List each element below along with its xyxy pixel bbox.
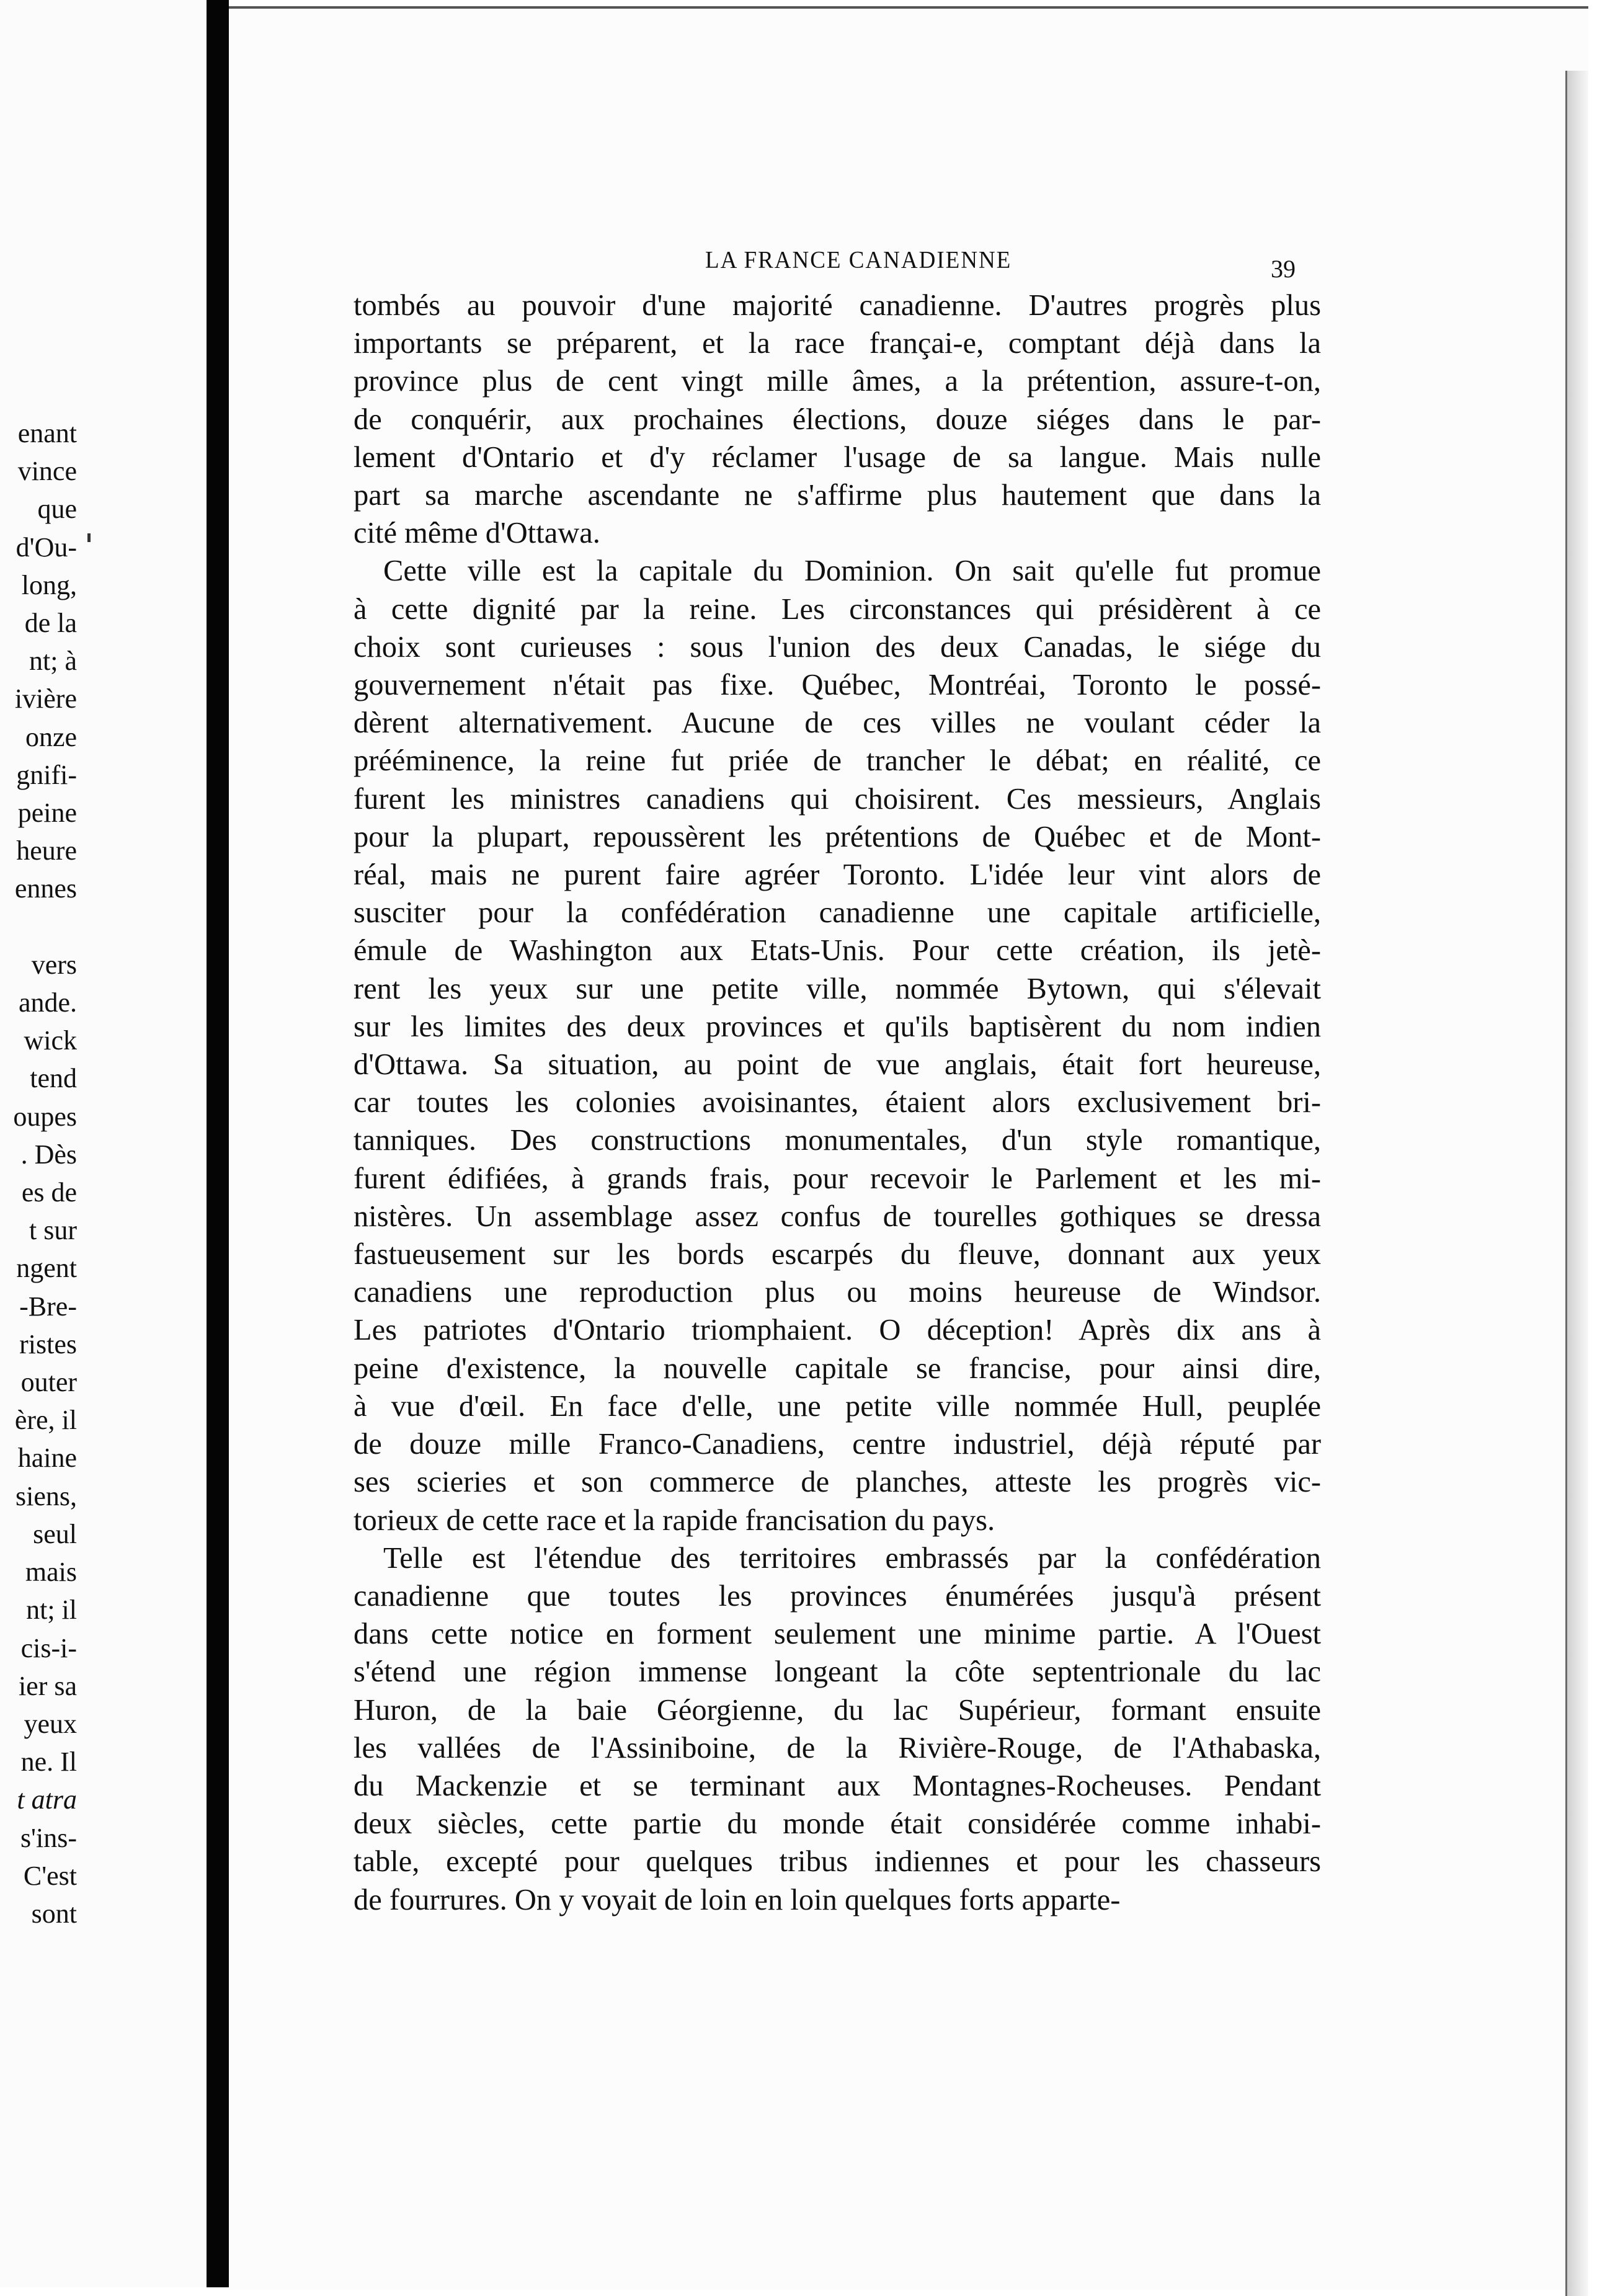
- left-fragment-line: onze: [25, 721, 77, 752]
- left-fragment-line: -Bre-: [19, 1291, 77, 1322]
- left-fragment-line: t atra: [17, 1784, 77, 1815]
- left-fragment-line: oupes: [13, 1101, 77, 1132]
- left-fragment-line: ande.: [18, 987, 77, 1018]
- left-fragment-line: . Dès: [20, 1139, 77, 1170]
- left-fragment-line: peine: [17, 798, 77, 829]
- left-fragment-line: t sur: [29, 1215, 77, 1246]
- text-line: dans cette notice en forment seulement une minime partie. A l'Ouest: [354, 1617, 1321, 1651]
- left-fragment-line: vince: [17, 456, 77, 487]
- text-line: furent les ministres canadiens qui choisirent. Ces messieurs, Anglais: [354, 782, 1321, 816]
- left-fragment-line: cis-i-: [20, 1632, 77, 1663]
- left-fragment-line: d'Ou-: [16, 532, 77, 563]
- left-fragment-line: de la: [24, 608, 77, 639]
- text-line: deux siècles, cette partie du monde était considérée comme inhabi-: [354, 1807, 1321, 1841]
- text-line: du Mackenzie et se terminant aux Montagnes-Rocheuses. Pendant: [354, 1769, 1321, 1802]
- text-line: émule de Washington aux Etats-Unis. Pour cette création, ils jetè-: [354, 934, 1321, 968]
- left-fragment-line: ristes: [19, 1328, 77, 1359]
- text-line: rent les yeux sur une petite ville, nommée Bytown, qui s'élevait: [354, 972, 1321, 1005]
- left-fragment-line: yeux: [24, 1708, 77, 1739]
- scan-mark: [87, 533, 91, 542]
- text-line: table, excepté pour quelques tribus indiennes et pour les chasseurs: [354, 1845, 1321, 1879]
- text-line: furent édifiées, à grands frais, pour recevoir le Parlement et les mi-: [354, 1162, 1321, 1195]
- left-fragment-line: [13, 908, 77, 946]
- left-fragment-line: que: [37, 494, 77, 525]
- text-line: tanniques. Des constructions monumentales, d'un style romantique,: [354, 1124, 1321, 1157]
- text-line: d'Ottawa. Sa situation, au point de vue anglais, était fort heureuse,: [354, 1048, 1321, 1082]
- text-line: importants se préparent, et la race françai-e, comptant déjà dans la: [354, 327, 1321, 360]
- left-fragment-line: haine: [17, 1443, 77, 1474]
- left-fragment-line: siens,: [16, 1480, 77, 1511]
- left-fragment-line: seul: [33, 1518, 77, 1549]
- text-line: pour la plupart, repoussèrent les prétentions de Québec et de Mont-: [354, 820, 1321, 853]
- text-line: car toutes les colonies avoisinantes, étaient alors exclusivement bri-: [354, 1086, 1321, 1119]
- left-fragment-line: wick: [24, 1025, 77, 1056]
- text-line: Telle est l'étendue des territoires embrassés par la confédération: [383, 1541, 1321, 1575]
- text-line: de conquérir, aux prochaines élections, douze siéges dans le par-: [354, 403, 1321, 436]
- text-line: réal, mais ne purent faire agréer Toronto. L'idée leur vint alors de: [354, 858, 1321, 892]
- left-fragment-line: ivière: [14, 683, 77, 714]
- left-fragment-line: ne. Il: [20, 1746, 77, 1778]
- page-edge-shadow: [1565, 71, 1588, 2296]
- left-fragment-line: sont: [31, 1898, 77, 1929]
- text-line: nistères. Un assemblage assez confus de tourelles gothiques se dressa: [354, 1199, 1321, 1233]
- text-line: lement d'Ontario et d'y réclamer l'usage de sa langue. Mais nulle: [354, 440, 1321, 474]
- left-fragment-line: s'ins-: [20, 1822, 77, 1853]
- page-number: 39: [1271, 255, 1296, 283]
- left-fragment-line: ngent: [16, 1253, 77, 1284]
- text-line: sur les limites des deux provinces et qu'ils baptisèrent du nom indien: [354, 1010, 1321, 1043]
- body-text: [354, 287, 1321, 1919]
- left-fragment-line: outer: [20, 1367, 77, 1398]
- text-line: dèrent alternativement. Aucune de ces villes ne voulant céder la: [354, 706, 1321, 740]
- text-line: à vue d'œil. En face d'elle, une petite ville nommée Hull, peuplée: [354, 1389, 1321, 1423]
- text-line: de fourrures. On y voyait de loin en loin quelques forts apparte-: [354, 1883, 1121, 1916]
- text-line: Cette ville est la capitale du Dominion. On sait qu'elle fut promue: [383, 554, 1321, 588]
- text-line: s'étend une région immense longeant la côte septentrionale du lac: [354, 1655, 1321, 1689]
- text-line: torieux de cette race et la rapide francisation du pays.: [354, 1503, 995, 1537]
- left-fragment-line: es de: [21, 1177, 77, 1208]
- text-line: part sa marche ascendante ne s'affirme plus hautement que dans la: [354, 479, 1321, 512]
- text-line: prééminence, la reine fut priée de trancher le débat; en réalité, ce: [354, 744, 1321, 778]
- left-fragment-line: vers: [31, 949, 77, 980]
- text-line: ses scieries et son commerce de planches, atteste les progrès vic-: [354, 1466, 1321, 1499]
- text-line: canadienne que toutes les provinces énumérées jusqu'à présent: [354, 1579, 1321, 1613]
- text-line: Huron, de la baie Géorgienne, du lac Supérieur, formant ensuite: [354, 1693, 1321, 1727]
- text-line: province plus de cent vingt mille âmes, a la prétention, assure-t-on,: [354, 365, 1321, 398]
- text-line: gouvernement n'était pas fixe. Québec, Montréai, Toronto le possé-: [354, 669, 1321, 702]
- left-fragment-line: tend: [30, 1063, 77, 1094]
- left-page-text-fragments: [13, 414, 77, 1933]
- text-line: cité même d'Ottawa.: [354, 517, 600, 550]
- left-fragment-line: nt; il: [26, 1595, 77, 1626]
- text-line: Les patriotes d'Ontario triomphaient. O déception! Après dix ans à: [354, 1314, 1321, 1347]
- left-fragment-line: mais: [25, 1557, 77, 1588]
- text-line: à cette dignité par la reine. Les circonstances qui présidèrent à ce: [354, 592, 1321, 626]
- book-gutter: [207, 0, 229, 2287]
- text-line: peine d'existence, la nouvelle capitale se francise, pour ainsi dire,: [354, 1351, 1321, 1385]
- left-fragment-line: gnifi-: [16, 759, 77, 790]
- left-fragment-line: enant: [17, 418, 77, 448]
- text-line: de douze mille Franco-Canadiens, centre industriel, déjà réputé par: [354, 1428, 1321, 1461]
- text-line: tombés au pouvoir d'une majorité canadienne. D'autres progrès plus: [354, 289, 1321, 322]
- left-fragment-line: ennes: [14, 873, 77, 904]
- left-fragment-line: long,: [21, 569, 77, 600]
- text-line: choix sont curieuses : sous l'union des deux Canadas, le siége du: [354, 630, 1321, 664]
- text-line: susciter pour la confédération canadienne une capitale artificielle,: [354, 896, 1321, 930]
- text-line: les vallées de l'Assiniboine, de la Rivière-Rouge, de l'Athabaska,: [354, 1731, 1321, 1764]
- left-fragment-line: ère, il: [14, 1405, 77, 1436]
- left-fragment-line: C'est: [23, 1860, 77, 1891]
- running-head: LA FRANCE CANADIENNE: [705, 246, 1012, 274]
- left-fragment-line: nt; à: [29, 646, 77, 677]
- left-fragment-line: ier sa: [18, 1670, 77, 1701]
- left-fragment-line: heure: [16, 835, 77, 866]
- text-line: fastueusement sur les bords escarpés du fleuve, donnant aux yeux: [354, 1238, 1321, 1271]
- text-line: canadiens une reproduction plus ou moins heureuse de Windsor.: [354, 1276, 1321, 1309]
